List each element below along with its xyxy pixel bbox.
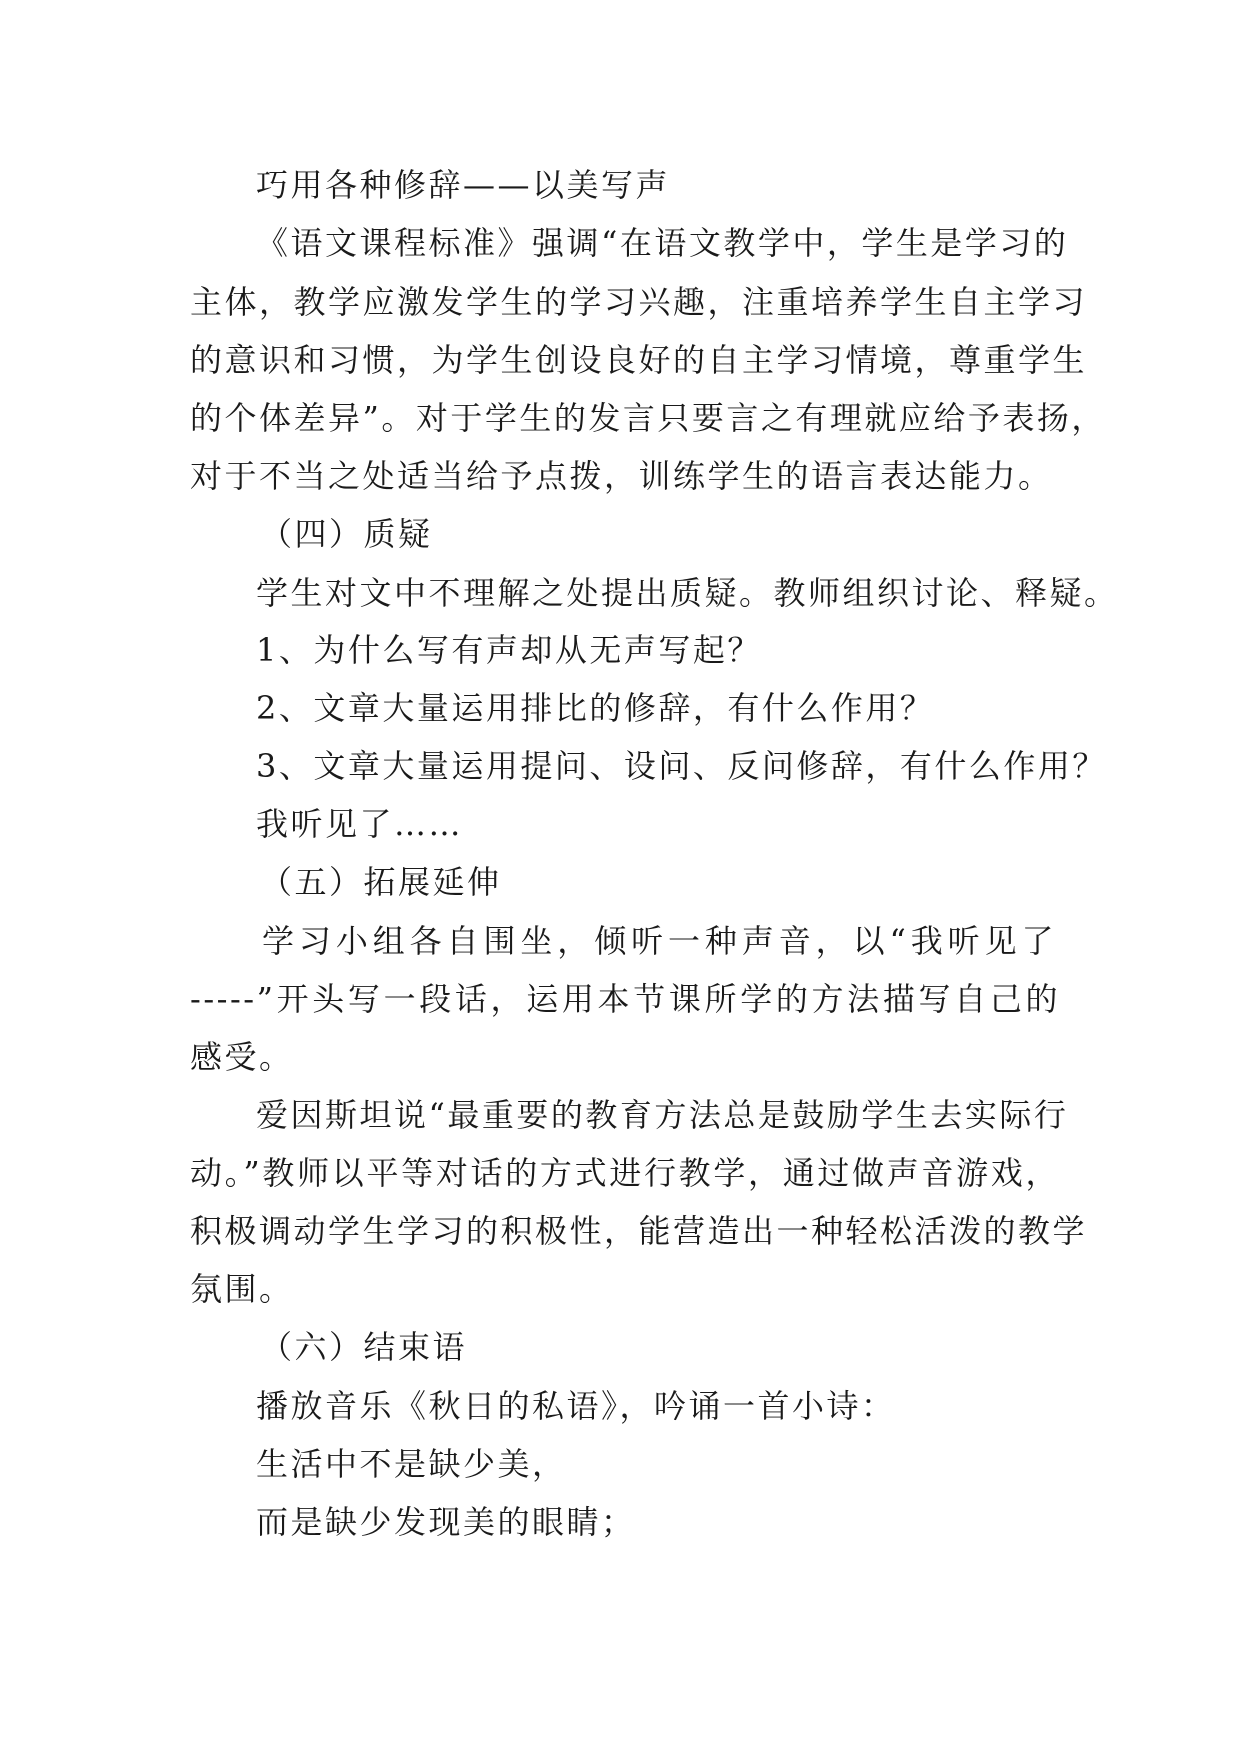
- paragraph-line: 氛围。: [190, 1270, 294, 1308]
- poem-line: 而是缺少发现美的眼睛；: [256, 1503, 636, 1541]
- paragraph-line: 学习小组各自围坐，倾听一种声音，以“我听见了: [262, 922, 1056, 960]
- paragraph-line: 《语文课程标准》强调“在语文教学中，学生是学习的: [256, 224, 1069, 262]
- section-heading-extension: （五）拓展延伸: [260, 863, 502, 901]
- paragraph-line: 对于不当之处适当给予点拨，训练学生的语言表达能力。: [190, 457, 1053, 495]
- section-heading-questioning: （四）质疑: [260, 515, 433, 553]
- section-heading-closing: （六）结束语: [260, 1328, 468, 1366]
- paragraph-line: -----”开头写一段话，运用本节课所学的方法描写自己的: [190, 980, 1060, 1018]
- paragraph-line: 我听见了……: [256, 805, 464, 843]
- question-item: 2、文章大量运用排比的修辞，有什么作用？: [256, 689, 935, 727]
- paragraph-line: 播放音乐《秋日的私语》，吟诵一首小诗：: [256, 1387, 896, 1425]
- paragraph-line: 动。”教师以平等对话的方式进行教学，通过做声音游戏，: [190, 1154, 1060, 1192]
- question-item: 3、文章大量运用提问、设问、反问修辞，有什么作用？: [256, 747, 1107, 785]
- paragraph-line: 感受。: [190, 1038, 294, 1076]
- paragraph-line: 爱因斯坦说“最重要的教育方法总是鼓励学生去实际行: [256, 1096, 1069, 1134]
- paragraph-line: 的意识和习惯，为学生创设良好的自主学习情境，尊重学生: [190, 341, 1088, 379]
- subheading-rhetoric: 巧用各种修辞——以美写声: [256, 166, 671, 204]
- paragraph-line: 学生对文中不理解之处提出质疑。教师组织讨论、释疑。: [256, 574, 1119, 612]
- poem-line: 生活中不是缺少美，: [256, 1445, 567, 1483]
- paragraph-line: 积极调动学生学习的积极性，能营造出一种轻松活泼的教学: [190, 1212, 1088, 1250]
- paragraph-line: 主体，教学应激发学生的学习兴趣，注重培养学生自主学习: [190, 283, 1088, 321]
- question-item: 1、为什么写有声却从无声写起？: [256, 631, 762, 669]
- paragraph-line: 的个体差异”。对于学生的发言只要言之有理就应给予表扬，: [190, 399, 1106, 437]
